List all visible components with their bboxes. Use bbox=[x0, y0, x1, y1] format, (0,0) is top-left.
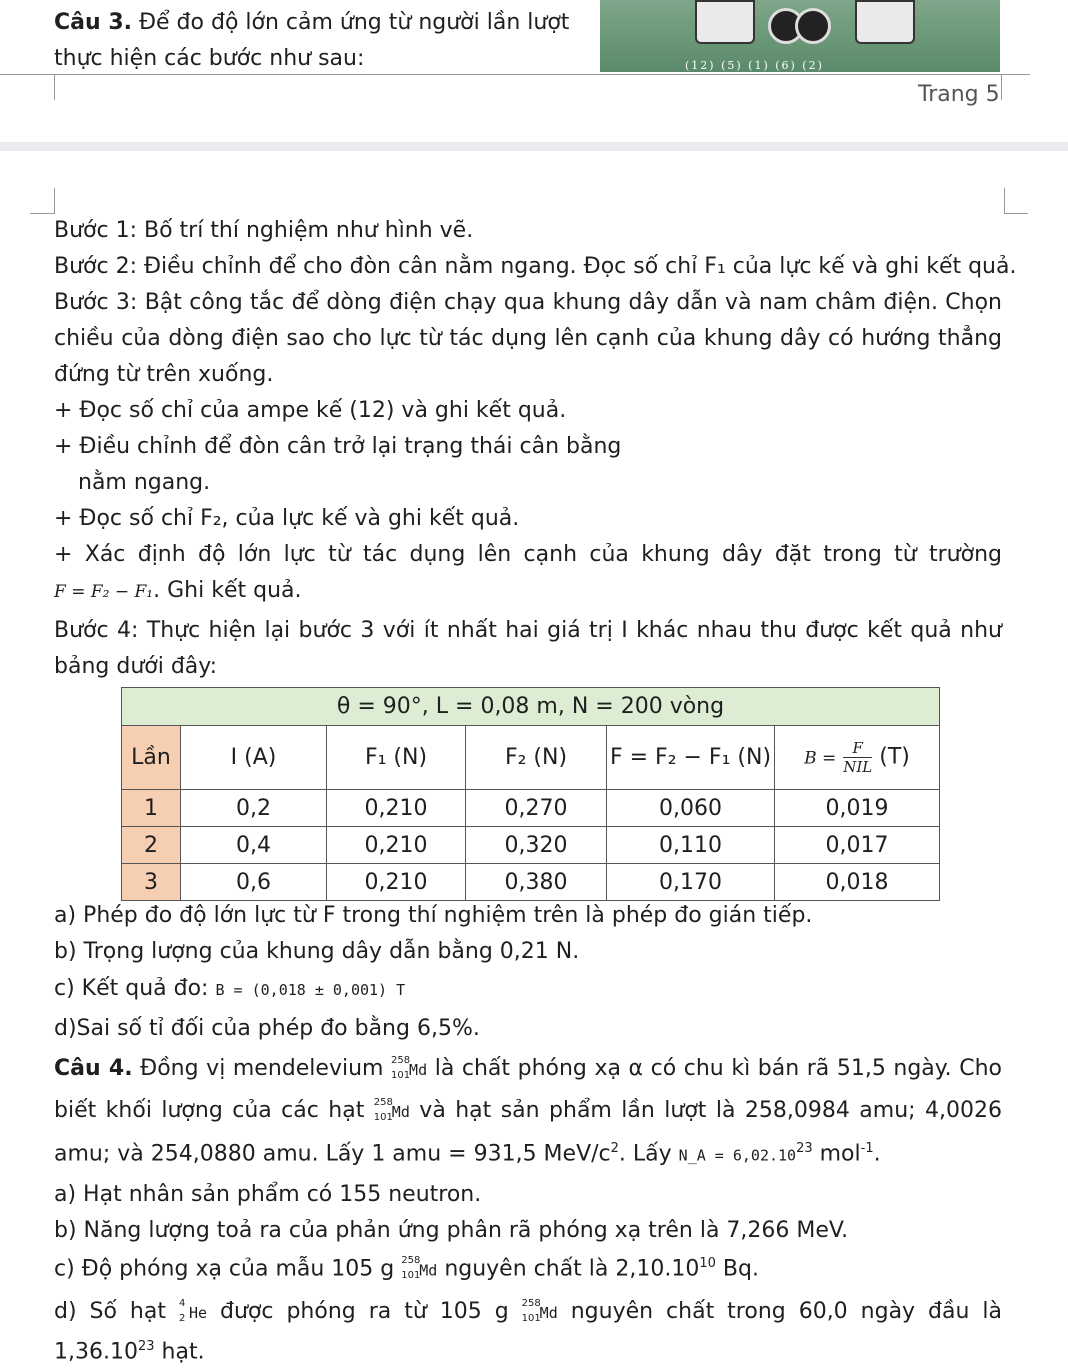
results-table bbox=[121, 687, 940, 901]
header-f1: F₁ (N) bbox=[327, 726, 466, 790]
cell: 1 bbox=[122, 790, 181, 827]
q3-c-formula: B = (0,018 ± 0,001) T bbox=[215, 981, 406, 999]
header-f: F = F₂ − F₁ (N) bbox=[607, 726, 775, 790]
q3-title-line2: thực hiện các bước như sau: bbox=[54, 46, 365, 71]
header-b bbox=[775, 726, 940, 790]
table-row bbox=[122, 864, 940, 901]
sub-step-2-line2: nằm ngang. bbox=[78, 470, 211, 495]
mass-number: 258 bbox=[391, 1055, 411, 1066]
header-i: I (A) bbox=[181, 726, 327, 790]
q4-text: . Lấy bbox=[618, 1141, 672, 1167]
symbol: Md bbox=[391, 1103, 410, 1121]
meter-dial-right bbox=[855, 0, 915, 44]
q3-statement-d: d)Sai số tỉ đối của phép đo bằng 6,5%. bbox=[54, 1016, 480, 1041]
q4-statement-d bbox=[54, 1299, 1002, 1324]
q4-statement-c bbox=[54, 1256, 759, 1281]
cell: 0,210 bbox=[327, 864, 466, 901]
md-nuclide bbox=[521, 1298, 541, 1324]
q4-text: 1,36.10 bbox=[54, 1339, 138, 1365]
step-2: Bước 2: Điều chỉnh để cho đòn cân nằm ngang. Đọc số chỉ F₁ của lực kế và ghi kết quả. bbox=[54, 254, 1017, 279]
cell: 0,018 bbox=[775, 864, 940, 901]
table-caption: θ = 90°, L = 0,08 m, N = 200 vòng bbox=[122, 688, 940, 726]
symbol: Md bbox=[419, 1261, 438, 1280]
symbol: He bbox=[188, 1304, 208, 1322]
q3-statement-b: b) Trọng lượng của khung dây dẫn bằng 0,21 N. bbox=[54, 939, 580, 964]
q4-text: . bbox=[873, 1141, 881, 1167]
atomic-number: 101 bbox=[521, 1313, 541, 1324]
cell: 0,6 bbox=[181, 864, 327, 901]
he-nuclide bbox=[178, 1298, 189, 1324]
cell: 0,2 bbox=[181, 790, 327, 827]
cell: 0,110 bbox=[607, 827, 775, 864]
step-3-line3: đứng từ trên xuống. bbox=[54, 362, 274, 387]
q4-text: amu; và 254,0880 amu. Lấy 1 amu = 931,5 MeV/c bbox=[54, 1141, 611, 1167]
sup: 2 bbox=[610, 1141, 619, 1156]
sup: 23 bbox=[137, 1339, 155, 1354]
q4-text: hạt. bbox=[161, 1339, 205, 1365]
q3-title bbox=[54, 10, 569, 35]
header-rule bbox=[0, 74, 1030, 75]
corner-mark bbox=[1001, 74, 1002, 100]
cell: 2 bbox=[122, 827, 181, 864]
b-denominator: NIL bbox=[843, 758, 873, 776]
sub-step-3: + Đọc số chỉ F₂, của lực kế và ghi kết quả. bbox=[54, 506, 520, 531]
q4-text: Đồng vị mendelevium bbox=[140, 1056, 384, 1081]
b-label: B = bbox=[804, 748, 837, 769]
q4-text: và hạt sản phẩm lần lượt là 258,0984 amu; 4,0026 bbox=[419, 1098, 1002, 1123]
mass-number: 258 bbox=[521, 1298, 541, 1309]
experiment-photo bbox=[600, 0, 1000, 72]
atomic-number: 101 bbox=[401, 1270, 421, 1282]
unit: Bq. bbox=[722, 1256, 759, 1282]
corner-mark bbox=[1004, 188, 1005, 214]
cell: 3 bbox=[122, 864, 181, 901]
md-nuclide bbox=[373, 1097, 393, 1123]
corner-mark bbox=[54, 74, 55, 100]
step-3-line2: chiều của dòng điện sao cho lực từ tác dụng lên cạnh của khung dây có hướng thẳng bbox=[54, 326, 1002, 351]
mass-number: 4 bbox=[178, 1298, 186, 1309]
q4-line2 bbox=[54, 1098, 1002, 1123]
q3-c-label: c) Kết quả đo: bbox=[54, 976, 209, 1001]
cell: 0,380 bbox=[466, 864, 607, 901]
page-separator bbox=[0, 142, 1068, 151]
table-row bbox=[122, 790, 940, 827]
atomic-number: 101 bbox=[373, 1112, 393, 1123]
atomic-number: 101 bbox=[391, 1070, 411, 1081]
sup: -1 bbox=[860, 1141, 874, 1156]
cell: 0,210 bbox=[327, 827, 466, 864]
step-3-line1: Bước 3: Bật công tắc để dòng điện chạy qua khung dây dẫn và nam châm điện. Chọn bbox=[54, 290, 1002, 315]
b-unit: (T) bbox=[879, 744, 910, 770]
corner-mark bbox=[1004, 213, 1028, 214]
sup: 10 bbox=[699, 1256, 716, 1271]
q4-line3 bbox=[54, 1141, 881, 1166]
cell: 0,170 bbox=[607, 864, 775, 901]
sub-step-2-line1: + Điều chỉnh để đòn cân trở lại trạng thái cân bằng bbox=[54, 434, 622, 459]
mass-number: 258 bbox=[401, 1255, 421, 1267]
q4-statement-d-line2 bbox=[54, 1339, 205, 1364]
q4-text: là chất phóng xạ α có chu kì bán rã 51,5 ngày. Cho bbox=[434, 1056, 1003, 1081]
symbol: Md bbox=[409, 1061, 428, 1079]
md-nuclide bbox=[391, 1055, 411, 1081]
symbol: Md bbox=[539, 1304, 558, 1322]
q4-text: nguyên chất là 2,10.10 bbox=[444, 1256, 700, 1282]
q4-line1 bbox=[54, 1056, 1002, 1081]
q3-title-text: Để đo độ lớn cảm ứng từ người lần lượt bbox=[138, 10, 570, 35]
corner-mark bbox=[30, 213, 54, 214]
sub-step-4-line1: + Xác định độ lớn lực từ tác dụng lên cạnh của khung dây đặt trong từ trường bbox=[54, 542, 1002, 567]
step-4-line2: bảng dưới đây: bbox=[54, 654, 218, 679]
meter-dial-left bbox=[695, 0, 755, 44]
md-nuclide bbox=[401, 1255, 421, 1282]
header-f2: F₂ (N) bbox=[466, 726, 607, 790]
q4-text: nguyên chất trong 60,0 ngày đầu là bbox=[570, 1299, 1003, 1324]
formula-f: F = F₂ − F₁ bbox=[54, 582, 154, 602]
atomic-number: 2 bbox=[178, 1313, 186, 1324]
q4-text: d) Số hạt bbox=[54, 1299, 166, 1324]
sup: 23 bbox=[796, 1141, 813, 1156]
sub-step-4-line2 bbox=[54, 578, 302, 603]
cell: 0,019 bbox=[775, 790, 940, 827]
cell: 0,320 bbox=[466, 827, 607, 864]
q4-statement-a: a) Hạt nhân sản phẩm có 155 neutron. bbox=[54, 1182, 482, 1207]
step-1: Bước 1: Bố trí thí nghiệm như hình vẽ. bbox=[54, 218, 474, 243]
q4-text: được phóng ra từ 105 g bbox=[220, 1299, 509, 1324]
q4-statement-b: b) Năng lượng toả ra của phản ứng phân rã phóng xạ trên là 7,266 MeV. bbox=[54, 1218, 849, 1243]
photo-labels: (12) (5) (1) (6) (2) bbox=[685, 59, 824, 72]
page-number: Trang 5 bbox=[918, 82, 1000, 107]
q3-label: Câu 3. bbox=[54, 10, 132, 35]
q3-statement-c bbox=[54, 976, 405, 1001]
sub-step-1: + Đọc số chỉ của ampe kế (12) và ghi kết quả. bbox=[54, 398, 567, 423]
unit: mol bbox=[819, 1141, 861, 1167]
knob-icon bbox=[795, 8, 831, 44]
avogadro: N_A = 6,02.10 bbox=[678, 1146, 797, 1165]
q3-statement-a: a) Phép đo độ lớn lực từ F trong thí nghiệm trên là phép đo gián tiếp. bbox=[54, 903, 813, 928]
q4-text: biết khối lượng của các hạt bbox=[54, 1098, 365, 1123]
cell: 0,060 bbox=[607, 790, 775, 827]
cell: 0,210 bbox=[327, 790, 466, 827]
q4-text: c) Độ phóng xạ của mẫu 105 g bbox=[54, 1256, 395, 1282]
cell: 0,270 bbox=[466, 790, 607, 827]
table-row bbox=[122, 827, 940, 864]
corner-mark bbox=[54, 188, 55, 214]
b-numerator: F bbox=[843, 739, 872, 758]
cell: 0,4 bbox=[181, 827, 327, 864]
cell: 0,017 bbox=[775, 827, 940, 864]
mass-number: 258 bbox=[373, 1097, 393, 1108]
q4-label: Câu 4. bbox=[54, 1056, 133, 1081]
sub-step-4-tail: . Ghi kết quả. bbox=[153, 578, 302, 603]
step-4-line1: Bước 4: Thực hiện lại bước 3 với ít nhất hai giá trị I khác nhau thu được kết quả như bbox=[54, 618, 1002, 643]
header-lan: Lần bbox=[122, 726, 181, 790]
b-fraction bbox=[843, 739, 872, 776]
